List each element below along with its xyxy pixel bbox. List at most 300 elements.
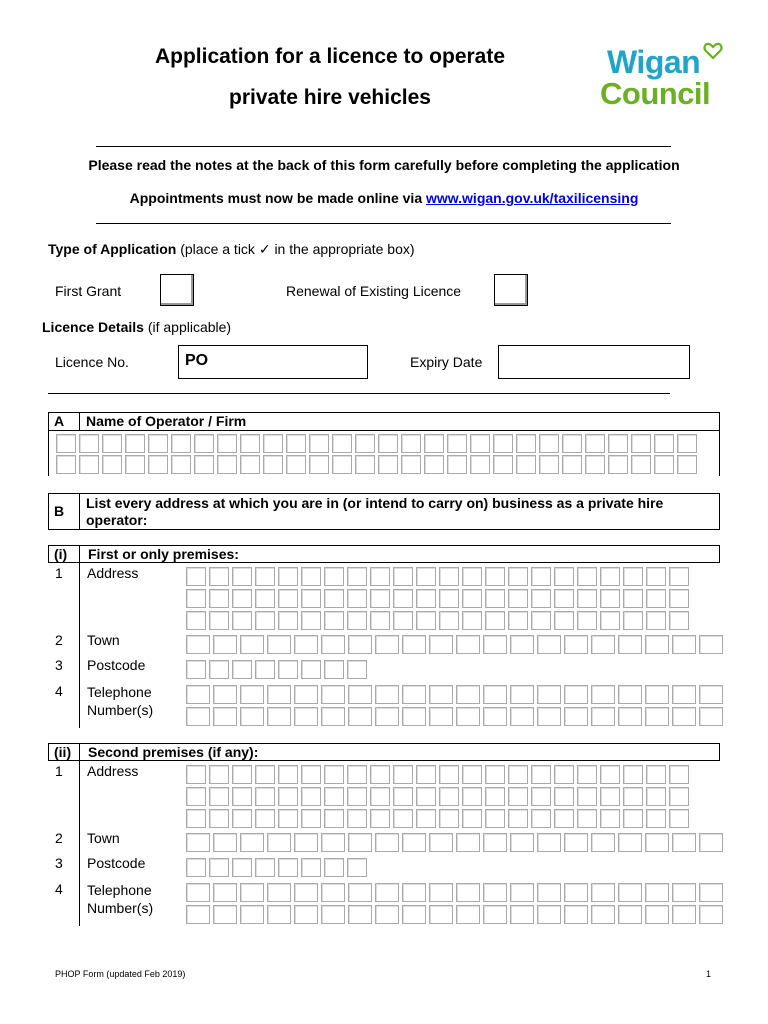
character-box[interactable]	[456, 905, 480, 924]
character-box[interactable]	[370, 567, 390, 586]
character-box[interactable]	[416, 611, 436, 630]
telephone-row-2[interactable]	[185, 904, 725, 925]
character-box[interactable]	[347, 611, 367, 630]
character-box[interactable]	[378, 455, 398, 474]
character-box[interactable]	[618, 905, 642, 924]
character-box[interactable]	[402, 833, 426, 852]
character-box[interactable]	[240, 833, 264, 852]
character-box[interactable]	[402, 707, 426, 726]
character-box[interactable]	[623, 787, 643, 806]
character-box[interactable]	[240, 455, 260, 474]
character-box[interactable]	[301, 858, 321, 877]
character-box[interactable]	[462, 765, 482, 784]
character-box[interactable]	[348, 883, 372, 902]
character-box[interactable]	[618, 685, 642, 704]
character-box[interactable]	[209, 787, 229, 806]
character-box[interactable]	[209, 765, 229, 784]
character-box[interactable]	[232, 660, 252, 679]
character-box[interactable]	[677, 455, 697, 474]
telephone-row-1[interactable]	[185, 684, 725, 705]
character-box[interactable]	[591, 905, 615, 924]
character-box[interactable]	[186, 809, 206, 828]
character-box[interactable]	[462, 787, 482, 806]
character-box[interactable]	[669, 765, 689, 784]
character-box[interactable]	[699, 883, 723, 902]
character-box[interactable]	[402, 905, 426, 924]
character-box[interactable]	[456, 685, 480, 704]
character-box[interactable]	[324, 611, 344, 630]
character-box[interactable]	[232, 809, 252, 828]
character-box[interactable]	[564, 635, 588, 654]
character-box[interactable]	[456, 635, 480, 654]
character-box[interactable]	[554, 611, 574, 630]
character-box[interactable]	[301, 809, 321, 828]
character-box[interactable]	[213, 635, 237, 654]
character-box[interactable]	[510, 635, 534, 654]
character-box[interactable]	[209, 567, 229, 586]
character-box[interactable]	[699, 833, 723, 852]
character-box[interactable]	[483, 883, 507, 902]
character-box[interactable]	[240, 685, 264, 704]
character-box[interactable]	[378, 434, 398, 453]
character-box[interactable]	[255, 858, 275, 877]
character-box[interactable]	[324, 660, 344, 679]
character-box[interactable]	[485, 567, 505, 586]
character-box[interactable]	[186, 707, 210, 726]
character-box[interactable]	[462, 611, 482, 630]
character-box[interactable]	[294, 833, 318, 852]
character-box[interactable]	[416, 787, 436, 806]
character-box[interactable]	[294, 707, 318, 726]
character-box[interactable]	[577, 809, 597, 828]
character-box[interactable]	[370, 611, 390, 630]
character-box[interactable]	[608, 455, 628, 474]
character-box[interactable]	[278, 787, 298, 806]
character-box[interactable]	[209, 611, 229, 630]
character-box[interactable]	[439, 765, 459, 784]
character-box[interactable]	[669, 787, 689, 806]
character-box[interactable]	[209, 809, 229, 828]
character-box[interactable]	[267, 635, 291, 654]
character-box[interactable]	[672, 707, 696, 726]
operator-name-row-1[interactable]	[55, 433, 699, 454]
character-box[interactable]	[232, 787, 252, 806]
character-box[interactable]	[646, 809, 666, 828]
character-box[interactable]	[324, 858, 344, 877]
address-row-1[interactable]	[185, 566, 691, 587]
character-box[interactable]	[255, 765, 275, 784]
character-box[interactable]	[429, 707, 453, 726]
character-box[interactable]	[510, 707, 534, 726]
character-box[interactable]	[577, 567, 597, 586]
first-grant-checkbox[interactable]	[160, 274, 194, 306]
character-box[interactable]	[483, 635, 507, 654]
character-box[interactable]	[554, 589, 574, 608]
character-box[interactable]	[564, 685, 588, 704]
character-box[interactable]	[564, 707, 588, 726]
character-box[interactable]	[194, 434, 214, 453]
character-box[interactable]	[347, 589, 367, 608]
character-box[interactable]	[439, 611, 459, 630]
character-box[interactable]	[375, 883, 399, 902]
character-box[interactable]	[186, 787, 206, 806]
address-row-3[interactable]	[185, 808, 691, 829]
town-row[interactable]	[185, 832, 725, 853]
character-box[interactable]	[645, 905, 669, 924]
character-box[interactable]	[348, 635, 372, 654]
character-box[interactable]	[510, 905, 534, 924]
character-box[interactable]	[654, 434, 674, 453]
character-box[interactable]	[375, 707, 399, 726]
character-box[interactable]	[508, 809, 528, 828]
character-box[interactable]	[348, 905, 372, 924]
character-box[interactable]	[462, 589, 482, 608]
character-box[interactable]	[355, 455, 375, 474]
character-box[interactable]	[186, 589, 206, 608]
character-box[interactable]	[309, 455, 329, 474]
character-box[interactable]	[531, 589, 551, 608]
character-box[interactable]	[623, 611, 643, 630]
town-row[interactable]	[185, 634, 725, 655]
character-box[interactable]	[483, 707, 507, 726]
character-box[interactable]	[102, 434, 122, 453]
character-box[interactable]	[462, 567, 482, 586]
character-box[interactable]	[510, 685, 534, 704]
character-box[interactable]	[531, 787, 551, 806]
character-box[interactable]	[209, 660, 229, 679]
character-box[interactable]	[439, 787, 459, 806]
character-box[interactable]	[646, 765, 666, 784]
character-box[interactable]	[267, 685, 291, 704]
character-box[interactable]	[370, 809, 390, 828]
character-box[interactable]	[294, 635, 318, 654]
character-box[interactable]	[669, 567, 689, 586]
licence-no-field[interactable]: PO	[178, 345, 368, 379]
character-box[interactable]	[416, 809, 436, 828]
character-box[interactable]	[278, 611, 298, 630]
character-box[interactable]	[393, 611, 413, 630]
character-box[interactable]	[278, 567, 298, 586]
character-box[interactable]	[531, 809, 551, 828]
character-box[interactable]	[577, 611, 597, 630]
character-box[interactable]	[554, 787, 574, 806]
character-box[interactable]	[240, 434, 260, 453]
character-box[interactable]	[483, 905, 507, 924]
character-box[interactable]	[148, 455, 168, 474]
character-box[interactable]	[186, 883, 210, 902]
character-box[interactable]	[186, 611, 206, 630]
character-box[interactable]	[631, 455, 651, 474]
postcode-row[interactable]	[185, 659, 369, 680]
character-box[interactable]	[255, 809, 275, 828]
character-box[interactable]	[402, 635, 426, 654]
character-box[interactable]	[232, 858, 252, 877]
character-box[interactable]	[562, 455, 582, 474]
character-box[interactable]	[439, 809, 459, 828]
character-box[interactable]	[672, 833, 696, 852]
character-box[interactable]	[213, 905, 237, 924]
character-box[interactable]	[255, 787, 275, 806]
address-row-2[interactable]	[185, 786, 691, 807]
character-box[interactable]	[79, 455, 99, 474]
character-box[interactable]	[672, 883, 696, 902]
character-box[interactable]	[321, 707, 345, 726]
renewal-checkbox[interactable]	[494, 274, 528, 306]
character-box[interactable]	[125, 455, 145, 474]
character-box[interactable]	[393, 765, 413, 784]
character-box[interactable]	[401, 434, 421, 453]
character-box[interactable]	[186, 905, 210, 924]
character-box[interactable]	[485, 809, 505, 828]
character-box[interactable]	[213, 707, 237, 726]
character-box[interactable]	[456, 883, 480, 902]
character-box[interactable]	[623, 765, 643, 784]
character-box[interactable]	[508, 589, 528, 608]
character-box[interactable]	[508, 787, 528, 806]
character-box[interactable]	[645, 707, 669, 726]
character-box[interactable]	[429, 833, 453, 852]
character-box[interactable]	[508, 765, 528, 784]
character-box[interactable]	[623, 589, 643, 608]
character-box[interactable]	[631, 434, 651, 453]
expiry-date-field[interactable]	[498, 345, 690, 379]
character-box[interactable]	[324, 809, 344, 828]
character-box[interactable]	[585, 455, 605, 474]
character-box[interactable]	[125, 434, 145, 453]
taxi-licensing-link[interactable]: www.wigan.gov.uk/taxilicensing	[426, 190, 639, 206]
address-row-1[interactable]	[185, 764, 691, 785]
character-box[interactable]	[483, 685, 507, 704]
character-box[interactable]	[554, 765, 574, 784]
character-box[interactable]	[240, 707, 264, 726]
character-box[interactable]	[516, 455, 536, 474]
character-box[interactable]	[375, 635, 399, 654]
character-box[interactable]	[278, 765, 298, 784]
character-box[interactable]	[56, 455, 76, 474]
character-box[interactable]	[186, 765, 206, 784]
character-box[interactable]	[171, 455, 191, 474]
character-box[interactable]	[278, 809, 298, 828]
character-box[interactable]	[255, 660, 275, 679]
character-box[interactable]	[537, 707, 561, 726]
character-box[interactable]	[669, 611, 689, 630]
character-box[interactable]	[699, 635, 723, 654]
telephone-row-1[interactable]	[185, 882, 725, 903]
character-box[interactable]	[393, 809, 413, 828]
character-box[interactable]	[600, 589, 620, 608]
character-box[interactable]	[56, 434, 76, 453]
character-box[interactable]	[424, 455, 444, 474]
character-box[interactable]	[600, 765, 620, 784]
character-box[interactable]	[618, 635, 642, 654]
character-box[interactable]	[554, 809, 574, 828]
character-box[interactable]	[321, 883, 345, 902]
character-box[interactable]	[493, 434, 513, 453]
character-box[interactable]	[537, 635, 561, 654]
postcode-row[interactable]	[185, 857, 369, 878]
character-box[interactable]	[321, 833, 345, 852]
character-box[interactable]	[485, 589, 505, 608]
character-box[interactable]	[577, 765, 597, 784]
character-box[interactable]	[699, 905, 723, 924]
character-box[interactable]	[424, 434, 444, 453]
address-row-3[interactable]	[185, 610, 691, 631]
character-box[interactable]	[186, 635, 210, 654]
character-box[interactable]	[209, 858, 229, 877]
character-box[interactable]	[324, 787, 344, 806]
character-box[interactable]	[375, 685, 399, 704]
character-box[interactable]	[646, 589, 666, 608]
operator-name-row-2[interactable]	[55, 454, 699, 475]
character-box[interactable]	[324, 567, 344, 586]
character-box[interactable]	[217, 434, 237, 453]
character-box[interactable]	[470, 455, 490, 474]
character-box[interactable]	[294, 883, 318, 902]
character-box[interactable]	[654, 455, 674, 474]
character-box[interactable]	[278, 589, 298, 608]
character-box[interactable]	[699, 707, 723, 726]
character-box[interactable]	[232, 589, 252, 608]
character-box[interactable]	[278, 660, 298, 679]
character-box[interactable]	[608, 434, 628, 453]
character-box[interactable]	[600, 611, 620, 630]
character-box[interactable]	[267, 905, 291, 924]
character-box[interactable]	[263, 455, 283, 474]
character-box[interactable]	[393, 567, 413, 586]
character-box[interactable]	[677, 434, 697, 453]
character-box[interactable]	[429, 685, 453, 704]
character-box[interactable]	[232, 567, 252, 586]
character-box[interactable]	[591, 883, 615, 902]
character-box[interactable]	[646, 567, 666, 586]
character-box[interactable]	[294, 685, 318, 704]
character-box[interactable]	[240, 635, 264, 654]
character-box[interactable]	[186, 685, 210, 704]
character-box[interactable]	[516, 434, 536, 453]
character-box[interactable]	[194, 455, 214, 474]
character-box[interactable]	[240, 883, 264, 902]
character-box[interactable]	[508, 567, 528, 586]
character-box[interactable]	[267, 707, 291, 726]
address-row-2[interactable]	[185, 588, 691, 609]
character-box[interactable]	[186, 858, 206, 877]
character-box[interactable]	[240, 905, 264, 924]
character-box[interactable]	[429, 883, 453, 902]
character-box[interactable]	[577, 589, 597, 608]
character-box[interactable]	[209, 589, 229, 608]
character-box[interactable]	[355, 434, 375, 453]
character-box[interactable]	[324, 589, 344, 608]
character-box[interactable]	[301, 567, 321, 586]
character-box[interactable]	[171, 434, 191, 453]
character-box[interactable]	[429, 635, 453, 654]
character-box[interactable]	[669, 809, 689, 828]
character-box[interactable]	[321, 635, 345, 654]
character-box[interactable]	[148, 434, 168, 453]
character-box[interactable]	[531, 765, 551, 784]
character-box[interactable]	[429, 905, 453, 924]
character-box[interactable]	[232, 765, 252, 784]
character-box[interactable]	[462, 809, 482, 828]
character-box[interactable]	[585, 434, 605, 453]
character-box[interactable]	[301, 660, 321, 679]
character-box[interactable]	[456, 833, 480, 852]
character-box[interactable]	[255, 611, 275, 630]
character-box[interactable]	[393, 589, 413, 608]
character-box[interactable]	[493, 455, 513, 474]
character-box[interactable]	[402, 685, 426, 704]
character-box[interactable]	[564, 833, 588, 852]
character-box[interactable]	[416, 589, 436, 608]
character-box[interactable]	[600, 567, 620, 586]
character-box[interactable]	[600, 809, 620, 828]
character-box[interactable]	[347, 567, 367, 586]
character-box[interactable]	[416, 567, 436, 586]
character-box[interactable]	[672, 635, 696, 654]
character-box[interactable]	[375, 833, 399, 852]
character-box[interactable]	[213, 685, 237, 704]
character-box[interactable]	[102, 455, 122, 474]
character-box[interactable]	[699, 685, 723, 704]
character-box[interactable]	[439, 589, 459, 608]
character-box[interactable]	[539, 434, 559, 453]
telephone-row-2[interactable]	[185, 706, 725, 727]
character-box[interactable]	[301, 765, 321, 784]
character-box[interactable]	[255, 589, 275, 608]
character-box[interactable]	[321, 685, 345, 704]
character-box[interactable]	[186, 660, 206, 679]
character-box[interactable]	[301, 787, 321, 806]
character-box[interactable]	[531, 611, 551, 630]
character-box[interactable]	[439, 567, 459, 586]
character-box[interactable]	[301, 589, 321, 608]
character-box[interactable]	[600, 787, 620, 806]
character-box[interactable]	[263, 434, 283, 453]
character-box[interactable]	[577, 787, 597, 806]
character-box[interactable]	[537, 905, 561, 924]
character-box[interactable]	[347, 809, 367, 828]
character-box[interactable]	[213, 833, 237, 852]
character-box[interactable]	[267, 883, 291, 902]
character-box[interactable]	[483, 833, 507, 852]
character-box[interactable]	[508, 611, 528, 630]
character-box[interactable]	[510, 833, 534, 852]
character-box[interactable]	[564, 905, 588, 924]
character-box[interactable]	[669, 589, 689, 608]
character-box[interactable]	[564, 883, 588, 902]
character-box[interactable]	[485, 611, 505, 630]
character-box[interactable]	[347, 787, 367, 806]
character-box[interactable]	[370, 589, 390, 608]
character-box[interactable]	[267, 833, 291, 852]
character-box[interactable]	[485, 787, 505, 806]
character-box[interactable]	[618, 883, 642, 902]
character-box[interactable]	[510, 883, 534, 902]
character-box[interactable]	[645, 635, 669, 654]
character-box[interactable]	[309, 434, 329, 453]
character-box[interactable]	[646, 611, 666, 630]
character-box[interactable]	[186, 567, 206, 586]
character-box[interactable]	[672, 685, 696, 704]
character-box[interactable]	[623, 809, 643, 828]
character-box[interactable]	[401, 455, 421, 474]
character-box[interactable]	[537, 833, 561, 852]
character-box[interactable]	[591, 685, 615, 704]
character-box[interactable]	[286, 455, 306, 474]
character-box[interactable]	[537, 685, 561, 704]
character-box[interactable]	[332, 455, 352, 474]
character-box[interactable]	[321, 905, 345, 924]
